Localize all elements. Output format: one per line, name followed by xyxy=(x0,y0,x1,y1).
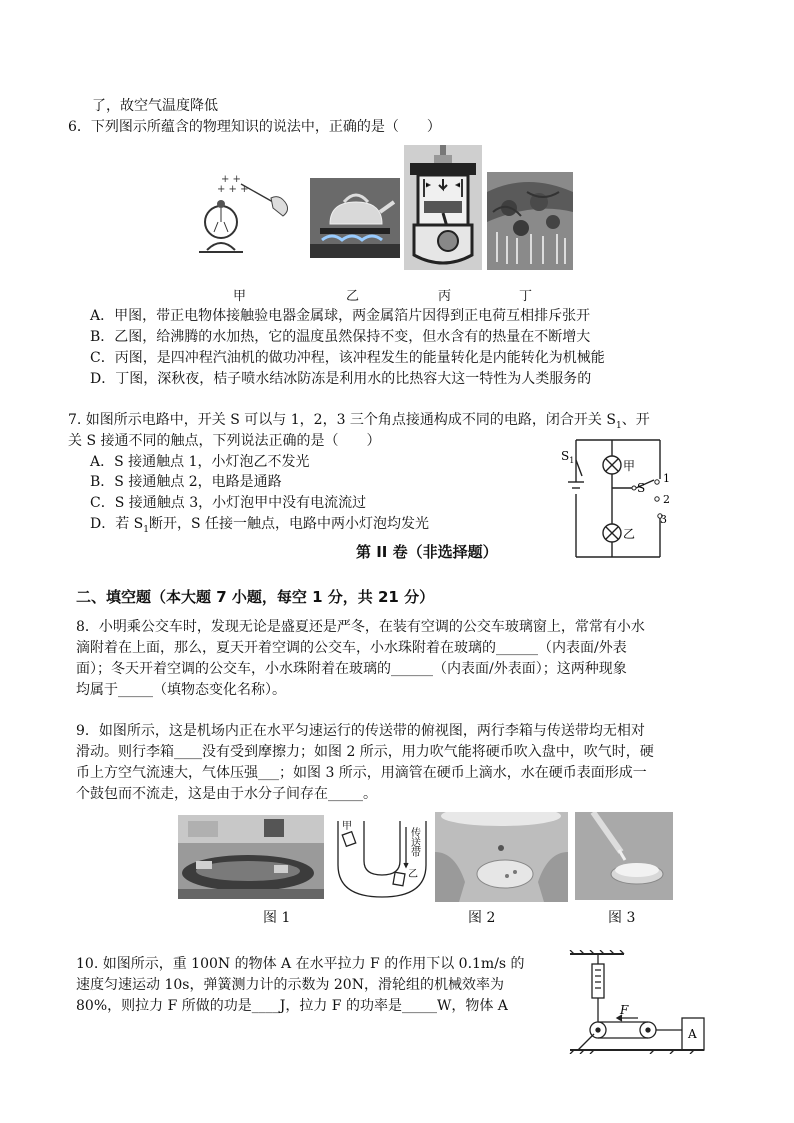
q10-line3: 80%，则拉力 F 所做的功是____J，拉力 F 的功率是_____W，物体 A xyxy=(76,998,508,1014)
q9-line4: 个鼓包而不流走，这是由于水分子间存在_____。 xyxy=(76,786,377,802)
circuit-label-switch: S xyxy=(637,481,646,495)
electroscope-image xyxy=(193,170,305,260)
q7-circuit-diagram xyxy=(560,432,690,564)
q9-fig3-caption: 图 3 xyxy=(608,910,636,926)
pulley-label-force: F xyxy=(620,1003,629,1017)
part2-heading: 二、填空题（本大题 7 小题，每空 1 分，共 21 分） xyxy=(76,588,435,606)
belt-label-yi: 乙 xyxy=(408,869,418,880)
belt-label-jia: 甲 xyxy=(342,821,352,832)
conveyor-belt-diagram xyxy=(334,815,430,901)
q6-option-a: A．甲图，带正电物体接触验电器金属球，两金属箔片因得到正电荷互相排斥张开 xyxy=(90,308,591,324)
q7-stem-line2: 关 S 接通不同的触点，下列说法正确的是（ ） xyxy=(68,433,381,449)
q8-line2: 滴附着在上面，那么，夏天开着空调的公交车，小水珠附着在玻璃的______（内表面/外表 xyxy=(76,640,627,656)
pulley-system-diagram xyxy=(564,950,714,1054)
q7-option-d: D．若 $S_1$断开，S 任接一触点，电路中两小灯泡均发光 xyxy=(90,516,430,535)
circuit-label-lamp1: 甲 xyxy=(623,459,636,473)
circuit-contact-3: 3 xyxy=(660,513,667,526)
q6-caption-bing: 丙 xyxy=(438,289,452,304)
svg-text:+ +: + + xyxy=(221,174,241,185)
baggage-carousel-image xyxy=(178,815,324,899)
q6-caption-yi: 乙 xyxy=(346,289,360,304)
q10-line2: 速度匀速运动 10s，弹簧测力计的示数为 20N，滑轮组的机械效率为 xyxy=(76,977,504,993)
q6-stem: 6．下列图示所蕴含的物理知识的说法中，正确的是（ ） xyxy=(68,119,441,135)
q8-line1: 8．小明乘公交车时，发现无论是盛夏还是严冬，在装有空调的公交车玻璃窗上，常常有小水 xyxy=(76,619,645,635)
q10-line1: 10. 如图所示，重 100N 的物体 A 在水平拉力 F 的作用下以 0.1m/s 的 xyxy=(76,956,525,972)
q6-option-c: C．丙图，是四冲程汽油机的做功冲程，该冲程发生的能量转化是内能转化为机械能 xyxy=(90,350,605,366)
q7-option-c: C．S 接通触点 3，小灯泡甲中没有电流流过 xyxy=(90,495,367,511)
q7-option-b: B．S 接通触点 2，电路是通路 xyxy=(90,474,282,490)
q7-stem-line1: 7. 如图所示电路中，开关 S 可以与 1，2，3 三个角点接通构成不同的电路，闭合开关 $S_1$、开 xyxy=(68,412,650,431)
circuit-contact-2: 2 xyxy=(663,493,670,506)
q8-line3: 面）；冬天开着空调的公交车，小水珠附着在玻璃的______（内表面/外表面）；这两种现象 xyxy=(76,661,627,677)
q7-option-a: A．S 接通触点 1，小灯泡乙不发光 xyxy=(90,454,310,470)
circuit-label-s1: $S_1$ xyxy=(561,449,575,465)
q9-line1: 9．如图所示，这是机场内正在水平匀速运行的传送带的俯视图，两行李箱与传送带均无相对 xyxy=(76,723,645,739)
q6-caption-jia: 甲 xyxy=(233,289,247,304)
engine-cylinder-image xyxy=(404,145,482,270)
frozen-orange-tree-image xyxy=(487,172,573,270)
dropper-coin-image xyxy=(575,812,673,900)
pulley-label-block: A xyxy=(688,1027,697,1041)
q9-line2: 滑动。则行李箱____没有受到摩擦力；如图 2 所示，用力吹气能将硬币吹入盘中，吹气时，硬 xyxy=(76,744,654,760)
q9-fig1-caption: 图 1 xyxy=(263,910,291,926)
coin-blowing-image xyxy=(435,812,568,902)
q6-option-d: D．丁图，深秋夜，桔子喷水结冰防冻是利用水的比热容大这一特性为人类服务的 xyxy=(90,371,592,387)
q9-line3: 币上方空气流速大，气体压强___；如图 3 所示，用滴管在硬币上滴水，水在硬币表面形成一 xyxy=(76,765,647,781)
circuit-label-lamp2: 乙 xyxy=(623,527,636,541)
q9-fig2-caption: 图 2 xyxy=(468,910,496,926)
q6-caption-ding: 丁 xyxy=(519,289,533,304)
boiling-kettle-image xyxy=(310,178,400,258)
section-ii-title: 第 II 卷（非选择题） xyxy=(356,543,498,561)
circuit-contact-1: 1 xyxy=(663,472,670,485)
belt-label-belt: 传送带 xyxy=(408,827,420,857)
q6-option-b: B．乙图，给沸腾的水加热，它的温度虽然保持不变，但水含有的热量在不断增大 xyxy=(90,329,591,345)
prev-question-tail: 了，故空气温度降低 xyxy=(92,98,218,114)
q8-line4: 均属于_____（填物态变化名称）。 xyxy=(76,682,286,698)
svg-text:+ + +: + + + xyxy=(217,184,249,195)
